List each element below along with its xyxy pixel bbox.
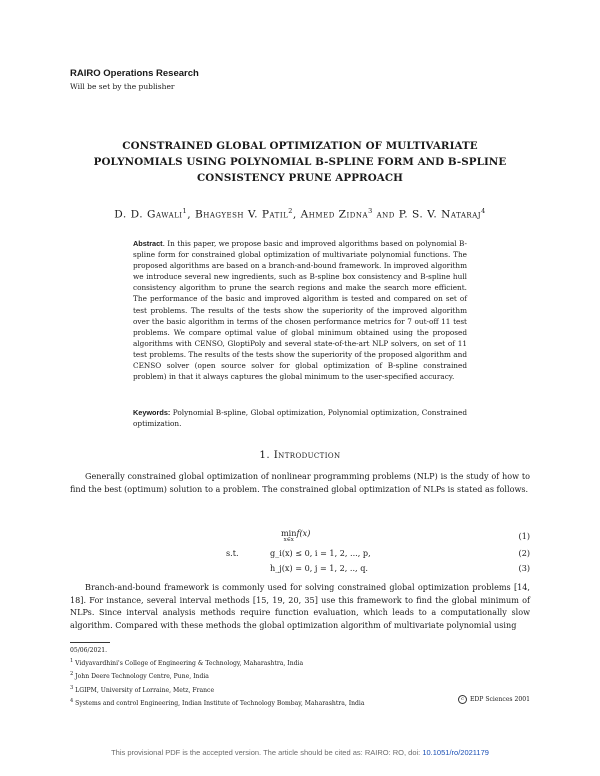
section-heading: 1. Introduction	[259, 449, 341, 461]
title-line: POLYNOMIALS USING POLYNOMIAL B-SPLINE FORM AND B-SPLINE	[93, 156, 507, 168]
copyright-notice	[458, 695, 530, 704]
author-affil-mark: 4	[481, 207, 486, 215]
author-list: D. D. Gawali$^1$, Bhagyesh V. Patil$^2$, Ahmed Zidna$^3$ and P. S. V. Nataraj$^4$	[114, 207, 486, 221]
abstract	[133, 238, 467, 382]
paragraph-text: Branch-and-bound framework is commonly used for solving constrained global optimization problems [14, 18]. For instance, several interval methods [15, 19, 20, 35] use this framework to find the global minimum of NLPs. Since interval analysis methods require function evaluation, which leads to a computationally slow algorithm. Compared with these methods the global optimization algorithm of multivariate polynomial using	[70, 582, 530, 631]
subject-to-label: s.t.	[226, 548, 239, 558]
provisional-footer	[0, 748, 600, 757]
abstract-text: . In this paper, we propose basic and improved algorithms based on polynomial B-spline form for constrained global optimization of multivariate polynomial functions. The proposed algorithms are based on a branch-and-bound framework. In improved algorithm we introduce several new ingredients, such as B-spline box consistency and B-spline hull consistency algorithm to prune the search regions and make the search more efficient. The performance of the basic and improved algorithm is tested and compared on set of test problems. The results of the tests show the superiority of the improved algorithm over the basic algorithm in terms of the chosen performance metrics for 7 out-off 11 test problems. We compare optimal value of global minimum obtained using the proposed algorithms with CENSO, GloptiPoly and several state-of-the-art NLP solvers, on set of 11 test problems. The results of the tests show the superiority of the proposed algorithm and CENSO solver (open source solver for global optimization of B-spline constrained problem) in that it always captures the global minimum to the user-specified accuracy.	[133, 239, 467, 382]
equation-1	[281, 528, 310, 543]
footnote-rule	[70, 642, 110, 643]
equation-2	[70, 548, 530, 562]
inequality-constraint: g_i(x) ≤ 0, i = 1, 2, ..., p,	[270, 548, 371, 558]
title-line: CONSTRAINED GLOBAL OPTIMIZATION OF MULTIVARIATE	[122, 140, 478, 152]
copyright-icon: c	[458, 695, 467, 704]
doi-link[interactable]: 10.1051/ro/2021179	[422, 748, 489, 757]
author-name: Ahmed Zidna	[300, 208, 369, 221]
affiliation: LGIPM, University of Lorraine, Metz, France	[75, 686, 215, 694]
affiliation: Vidyavardhini's College of Engineering & Technology, Maharashtra, India	[75, 660, 304, 668]
publisher-note: Will be set by the publisher	[70, 82, 175, 91]
affiliation: John Deere Technology Centre, Pune, India	[75, 673, 209, 681]
paper-title	[70, 138, 530, 186]
footnote-mark: 3	[70, 684, 74, 691]
affiliation: Systems and control Engineering, Indian Institute of Technology Bombay, Maharashtra, India	[75, 699, 365, 707]
footnote-mark: 1	[70, 658, 74, 665]
equation-number: (1)	[518, 531, 530, 541]
footnote-mark: 4	[70, 697, 74, 704]
keywords-label: Keywords:	[133, 408, 171, 417]
author-name: P. S. V. Nataraj	[398, 208, 482, 221]
author-affil-mark: 1	[182, 207, 188, 215]
objective-function: f(x)	[296, 528, 311, 538]
footnote	[70, 669, 530, 682]
body-paragraph	[70, 581, 530, 632]
author-name: D. D. Gawali	[114, 208, 183, 221]
author-affil-mark: 2	[288, 207, 293, 215]
min-subscript: x∈x	[283, 537, 294, 543]
paragraph-text: Generally constrained global optimization of nonlinear programming problems (NLP) is the study of how to find the best (optimum) solution to a problem. The constrained global optimization of NLPs is stated as follows.	[70, 471, 530, 494]
equation-number: (3)	[518, 563, 530, 573]
keywords-text: Polynomial B-spline, Global optimization, Polynomial optimization, Constrained optimization.	[133, 408, 467, 429]
author-name: Bhagyesh V. Patil	[194, 208, 289, 221]
min-text: min	[281, 528, 297, 538]
footer-text: This provisional PDF is the accepted version. The article should be cited as: RAIRO: RO, doi:	[111, 748, 423, 757]
author-conjunction: and	[376, 208, 395, 221]
equation-number: (2)	[518, 548, 530, 558]
footnote	[70, 656, 530, 669]
footnote-mark: 2	[70, 671, 74, 678]
copyright-text: EDP Sciences 2001	[469, 696, 530, 703]
title-line: CONSISTENCY PRUNE APPROACH	[197, 172, 403, 184]
equality-constraint: h_j(x) = 0, j = 1, 2, .., q.	[270, 563, 368, 573]
intro-paragraph	[70, 470, 530, 495]
equation-3	[70, 563, 530, 577]
footnote	[70, 683, 530, 696]
keywords	[133, 407, 467, 429]
journal-name: RAIRO Operations Research	[70, 68, 199, 79]
min-operator	[281, 528, 296, 543]
author-affil-mark: 3	[368, 207, 373, 215]
received-date: 05/06/2021.	[70, 647, 108, 654]
abstract-label: Abstract	[133, 239, 163, 248]
